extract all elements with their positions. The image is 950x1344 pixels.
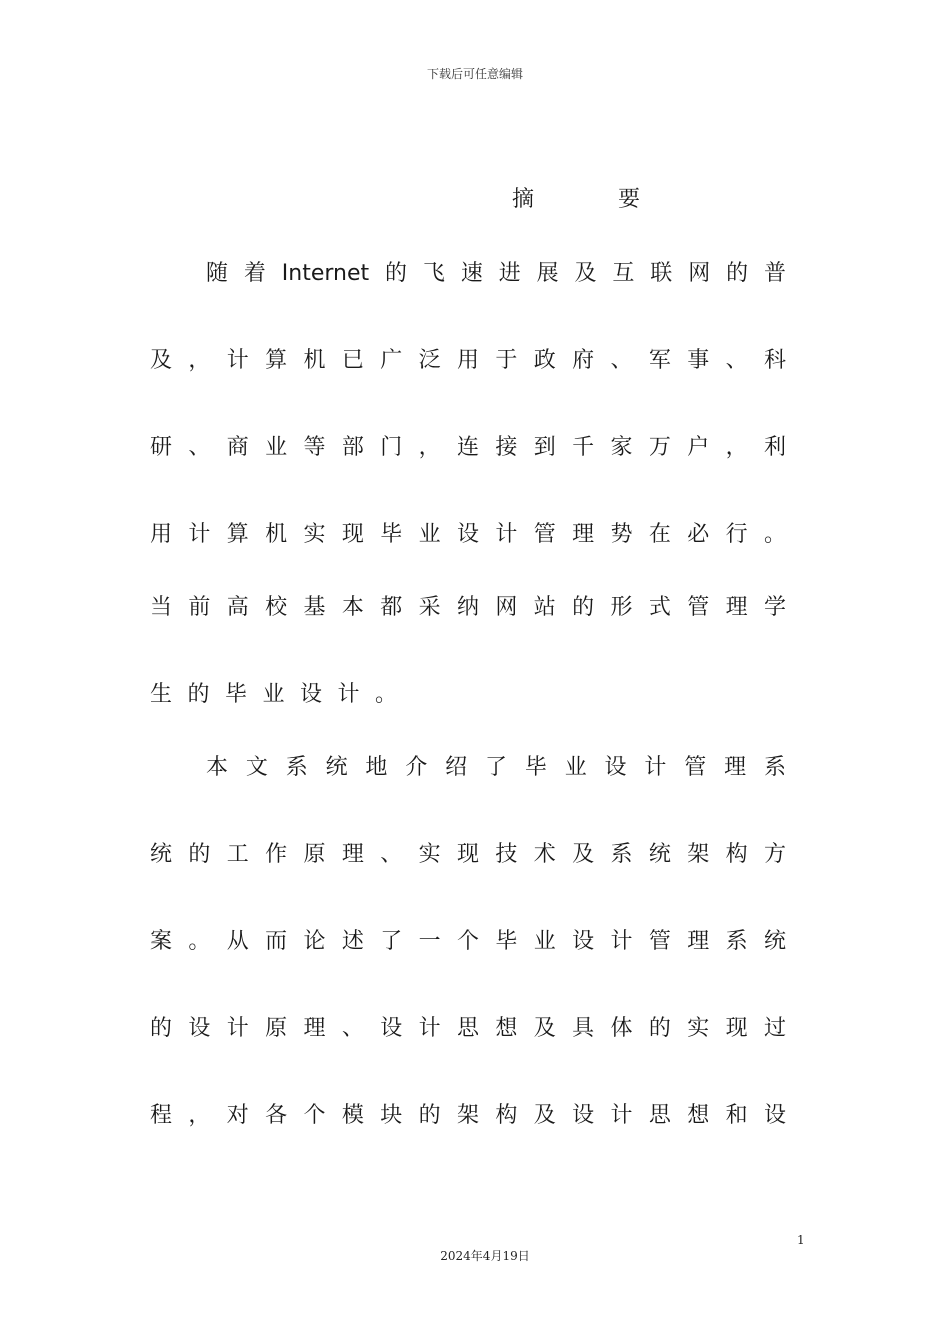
paragraph-line: 随着Internet的飞速进展及互联网的普 xyxy=(206,261,786,286)
paragraph-line: 生的毕业设计。 xyxy=(150,682,413,707)
paragraph-line: 用计算机实现毕业设计管理势在必行。 xyxy=(150,522,786,547)
abstract-title: 摘要 xyxy=(512,187,725,212)
paragraph-line: 及，计算机已广泛用于政府、军事、科 xyxy=(150,348,786,373)
page-number: 1 xyxy=(797,1233,805,1247)
paragraph-line: 统的工作原理、实现技术及系统架构方 xyxy=(150,842,786,867)
paragraph-line: 本文系统地介绍了毕业设计管理系 xyxy=(206,755,786,780)
paragraph-line: 研、商业等部门，连接到千家万户，利 xyxy=(150,435,786,460)
paragraph-line: 的设计原理、设计思想及具体的实现过 xyxy=(150,1016,786,1041)
paragraph-line: 当前高校基本都采纳网站的形式管理学 xyxy=(150,595,786,620)
page-header: 下载后可任意编辑 xyxy=(426,67,523,81)
paragraph-line: 程，对各个模块的架构及设计思想和设 xyxy=(150,1103,786,1128)
footer-date: 2024年4月19日 xyxy=(440,1249,530,1263)
paragraph-line: 案。从而论述了一个毕业设计管理系统 xyxy=(150,929,786,954)
